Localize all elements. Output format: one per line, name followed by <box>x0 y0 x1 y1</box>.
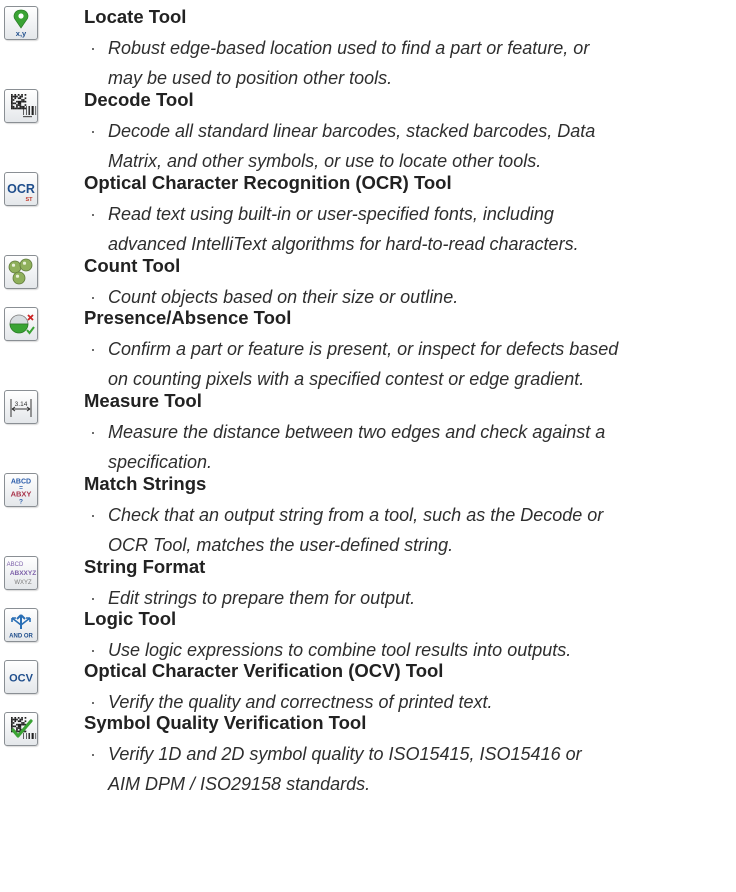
tool-description <box>90 33 736 93</box>
tool-name: Optical Character Recognition (OCR) Tool <box>84 172 452 193</box>
svg-text:3.14: 3.14 <box>14 401 28 408</box>
tool-name: Optical Character Verification (OCV) Tool <box>84 660 444 681</box>
tool-description <box>90 199 736 259</box>
bullet-marker: · <box>90 287 96 307</box>
symbol-quality-check-icon <box>4 712 38 746</box>
tool-description-line: Measure the distance between two edges and check against a <box>108 422 606 442</box>
bullet-marker: · <box>90 204 96 224</box>
count-dots-icon <box>4 255 38 289</box>
ocr-icon <box>4 172 38 206</box>
tool-description <box>90 417 736 477</box>
presence-absence-icon <box>4 307 38 341</box>
svg-text:ST: ST <box>25 197 33 203</box>
tool-name: Symbol Quality Verification Tool <box>84 712 367 733</box>
tool-description-line: AIM DPM / ISO29158 standards. <box>108 774 371 794</box>
tool-description-line: Matrix, and other symbols, or use to locate other tools. <box>108 151 542 171</box>
bullet-marker: · <box>90 422 96 442</box>
tool-description-line: Count objects based on their size or outline. <box>108 287 459 307</box>
string-format-icon <box>4 556 38 590</box>
bullet-marker: · <box>90 692 96 712</box>
tool-name: Measure Tool <box>84 390 202 411</box>
tool-description <box>90 500 736 560</box>
ocv-icon <box>4 660 38 694</box>
tool-description-line: Use logic expressions to combine tool results into outputs. <box>108 640 572 660</box>
bullet-marker: · <box>90 640 96 660</box>
tool-name: Logic Tool <box>84 608 177 629</box>
svg-text:=: = <box>19 484 23 492</box>
svg-text:x,y: x,y <box>15 29 27 38</box>
svg-text:WXYZ: WXYZ <box>14 580 32 586</box>
tool-description-line: Check that an output string from a tool, such as the Decode or <box>108 505 604 525</box>
svg-text:?: ? <box>19 498 23 506</box>
svg-text:AND OR: AND OR <box>9 633 33 640</box>
tool-name: String Format <box>84 556 206 577</box>
tool-description-line: Verify the quality and correctness of printed text. <box>108 692 493 712</box>
tool-description <box>90 583 736 613</box>
tool-description <box>90 334 736 394</box>
tool-description-line: on counting pixels with a specified contest or edge gradient. <box>108 369 585 389</box>
barcode-icon <box>4 89 38 123</box>
tool-description-line: advanced IntelliText algorithms for hard-to-read characters. <box>108 234 579 254</box>
match-strings-icon <box>4 473 38 507</box>
logic-icon <box>4 608 38 642</box>
locate-pin-icon <box>4 6 38 40</box>
bullet-marker: · <box>90 588 96 608</box>
tool-description-line: Confirm a part or feature is present, or inspect for defects based <box>108 339 619 359</box>
svg-text:ABCD: ABCD <box>10 478 32 486</box>
tool-description-line: may be used to position other tools. <box>108 68 393 88</box>
svg-text:ABXXYZ: ABXXYZ <box>9 570 37 577</box>
tool-name: Locate Tool <box>84 6 187 27</box>
tool-description-line: Verify 1D and 2D symbol quality to ISO15415, ISO15416 or <box>108 744 582 764</box>
tool-description-line: specification. <box>108 452 213 472</box>
tool-name: Match Strings <box>84 473 207 494</box>
bullet-marker: · <box>90 121 96 141</box>
tool-description-line: OCR Tool, matches the user-defined string. <box>108 535 454 555</box>
bullet-marker: · <box>90 38 96 58</box>
svg-text:OCR: OCR <box>7 182 35 196</box>
svg-text:ABCD: ABCD <box>6 562 24 568</box>
bullet-marker: · <box>90 744 96 764</box>
tool-description-line: Edit strings to prepare them for output. <box>108 588 416 608</box>
tool-description-line: Decode all standard linear barcodes, stacked barcodes, Data <box>108 121 596 141</box>
tool-description <box>90 116 736 176</box>
tool-name: Decode Tool <box>84 89 194 110</box>
svg-text:ABXY: ABXY <box>10 489 32 499</box>
tool-description-line: Robust edge-based location used to find a part or feature, or <box>108 38 590 58</box>
svg-text:OCV: OCV <box>9 672 33 685</box>
tool-description-line: Read text using built-in or user-specified fonts, including <box>108 204 554 224</box>
tool-name: Count Tool <box>84 255 181 276</box>
tool-description <box>90 739 736 799</box>
bullet-marker: · <box>90 505 96 525</box>
tool-name: Presence/Absence Tool <box>84 307 292 328</box>
measure-ruler-icon <box>4 390 38 424</box>
bullet-marker: · <box>90 339 96 359</box>
